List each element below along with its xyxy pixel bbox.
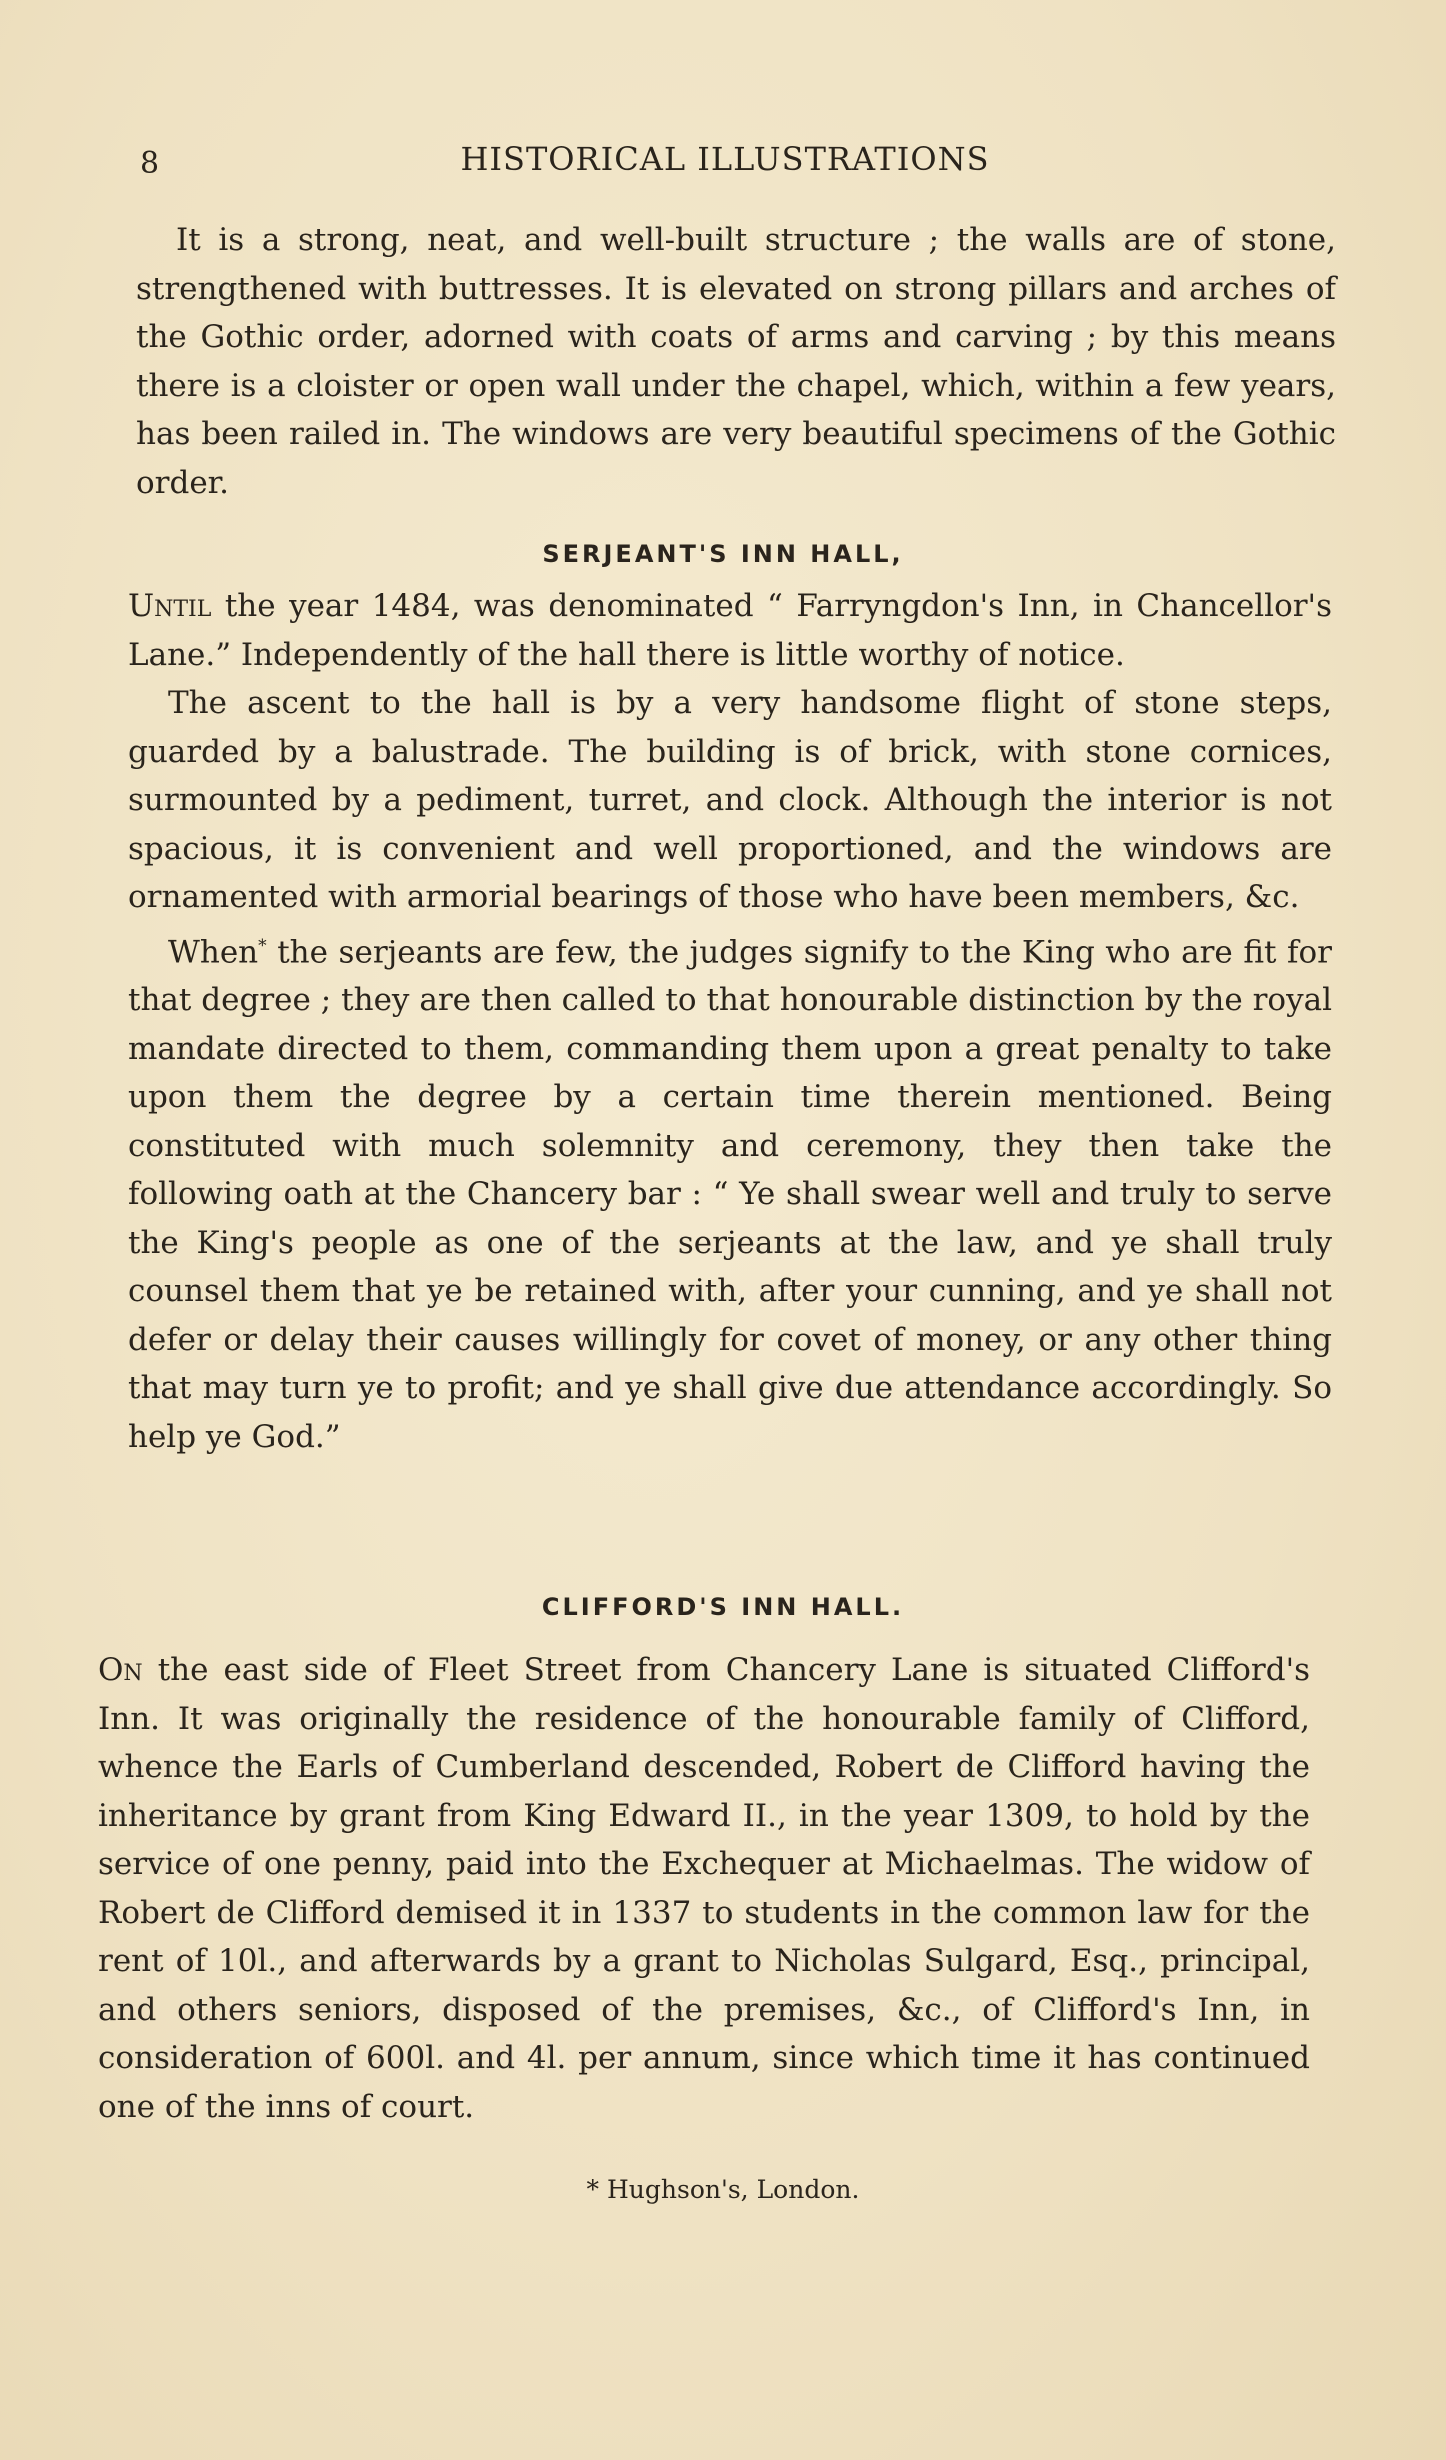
lead-word: When [168,933,259,970]
serjeants-paragraph-2: The ascent to the hall is by a very handsome flight of stone steps, guarded by a balustrade. The building is of brick, with stone cornices, surmounted by a pediment, turret, and clock. Although the interior is not spacious, it is convenient and well proportioned, and the windows are ornamented with armorial bearings of those who have been members, &c. [128,685,1332,915]
serjeants-paragraph-3 [128,922,1332,1462]
paragraph-text: the east side of Fleet Street from Chancery Lane is situated Clifford's Inn. It was originally the residence of the honourable family of Clifford, whence the Earls of Cumberland descended, Robert de Clifford having the inheritance by grant from King Edward II., in the year 1309, to hold by the service of one penny, paid into the Exchequer at Michaelmas. The widow of Robert de Clifford demised it in 1337 to students in the common law for the rent of 10l., and afterwards by a grant to Nicholas Sulgard, Esq., principal, and others seniors, disposed of the premises, &c., of Clifford's Inn, in consideration of 600l. and 4l. per annum, since which time it has continued one of the inns of court. [98,1652,1310,2125]
paragraph-text: the serjeants are few, the judges signify to the King who are fit for that degree ; they are then called to that honourable distinction by the royal mandate directed to them, commanding them upon a great penalty to take upon them the degree by a certain time therein mentioned. Being constituted with much solemnity and ceremony, they then take the following oath at the Chancery bar : “ Ye shall swear well and truly to serve the King's people as one of the serjeants at the law, and ye shall truly counsel them that ye be retained with, after your cunning, and ye shall not defer or delay their causes willingly for covet of money, or any other thing that may turn ye to profit; and ye shall give due attendance accordingly. So help ye God.” [128,933,1332,1455]
serjeants-paragraph-1 [128,582,1332,679]
cliffords-inn-block [98,1646,1310,2131]
intro-block [136,216,1336,507]
footnote-mark: * [258,935,267,956]
serjeants-inn-block [128,582,1332,1461]
cliffords-inn-heading: CLIFFORD'S INN HALL. [541,1593,905,1621]
page-number: 8 [140,146,160,181]
serjeants-inn-heading: SERJEANT'S INN HALL, [542,540,904,568]
page-title: HISTORICAL ILLUSTRATIONS [460,140,990,178]
footnote: * Hughson's, London. [586,2175,860,2204]
paragraph-text: the year 1484, was denominated “ Farryngdon's Inn, in Chancellor's Lane.” Independently of the hall there is little worthy of notice. [128,588,1332,673]
drop-word: Until [128,588,212,624]
intro-paragraph: It is a strong, neat, and well-built structure ; the walls are of stone, strengthened with buttresses. It is elevated on strong pillars and arches of the Gothic order, adorned with coats of arms and carving ; by this means there is a cloister or open wall under the chapel, which, within a few years, has been railed in. The windows are very beautiful specimens of the Gothic order. [136,222,1336,501]
running-head [120,140,1330,190]
drop-word: On [98,1652,143,1688]
cliffords-paragraph-1 [98,1646,1310,2131]
